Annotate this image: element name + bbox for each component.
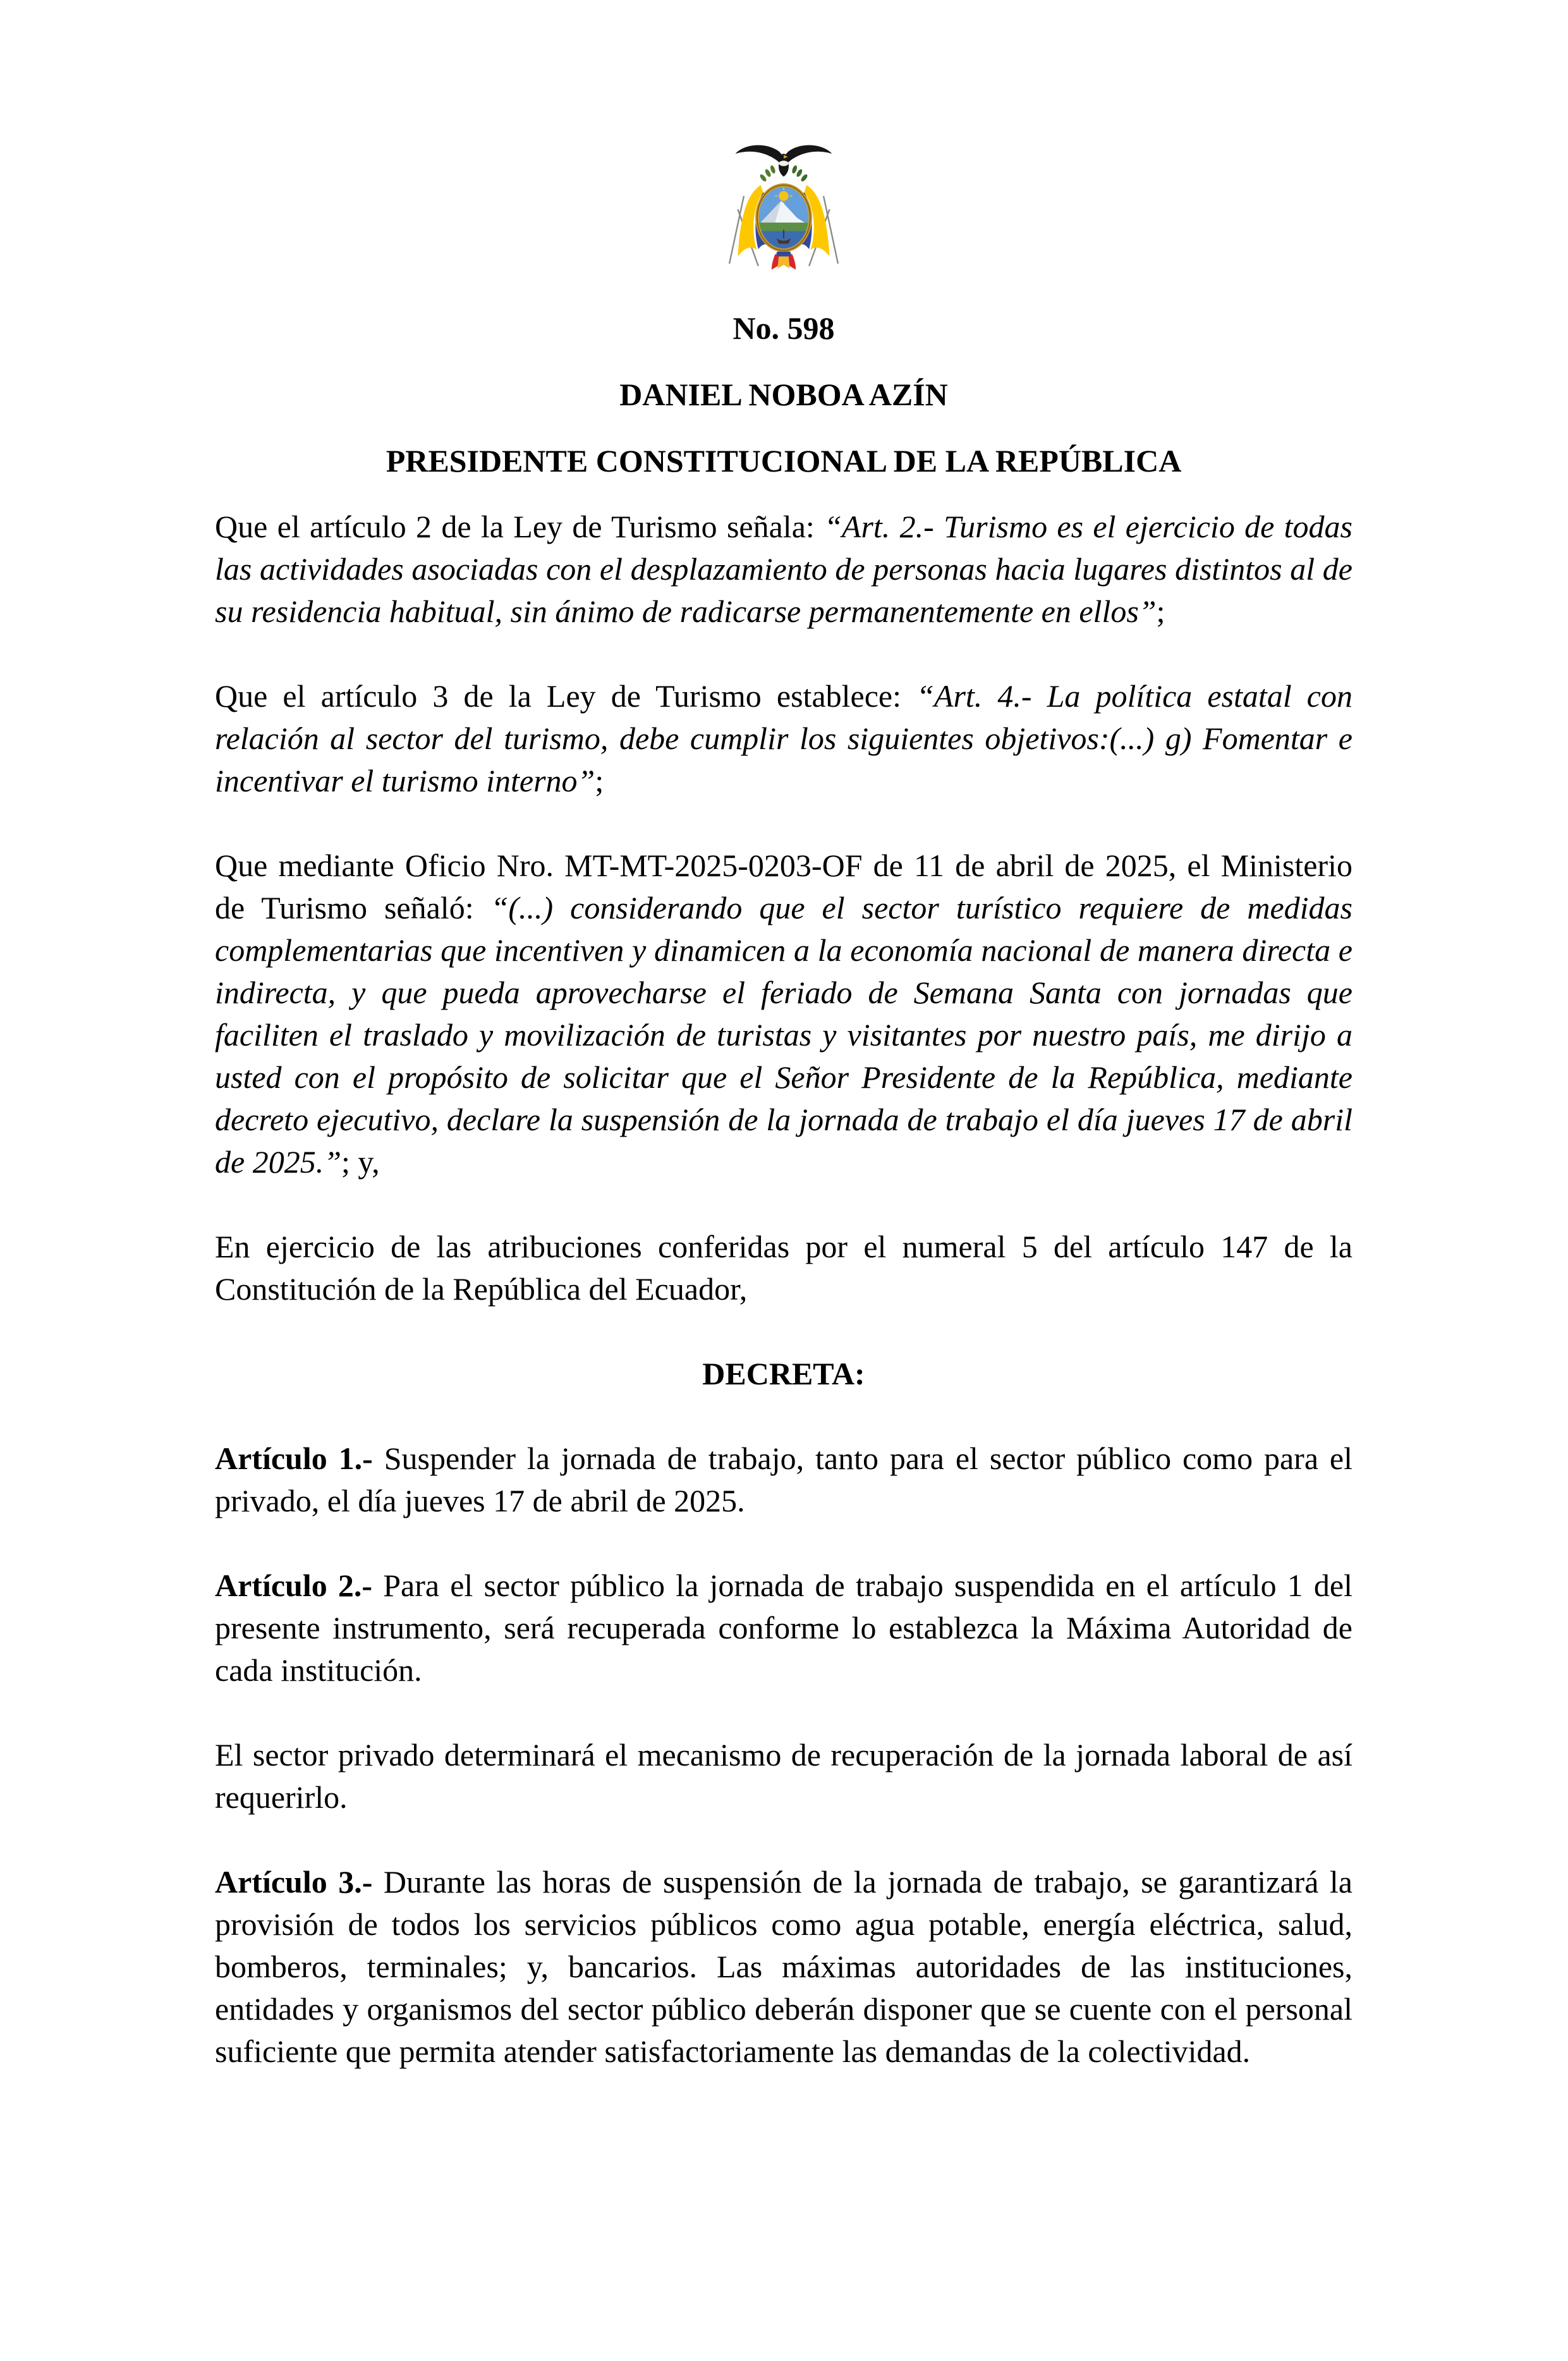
decree-document xyxy=(0,143,1568,2073)
ecuador-coat-of-arms-icon xyxy=(723,143,844,278)
recital-quote: “(...) considerando que el sector turístico requiere de medidas complementarias que incentiven y dinamicen a la economía nacional de manera directa e indirecta, y que pueda aprovecharse el feriado de Semana Santa con jornadas que faciliten el traslado y movilización de turistas y visitantes por nuestro país, me dirijo a usted con el propósito de solicitar que el Señor Presidente de la República, mediante decreto ejecutivo, declare la suspensión de la jornada de trabajo el día jueves 17 de abril de 2025.” xyxy=(215,890,1352,1180)
article-2-private-sector-paragraph: El sector privado determinará el mecanismo de recuperación de la jornada laboral de así requerirlo. xyxy=(215,1737,1352,1815)
article-1-label: Artículo 1.- xyxy=(215,1441,373,1476)
article-1 xyxy=(215,1437,1352,1522)
recital-text: ; xyxy=(1156,594,1165,629)
article-3-text: Durante las horas de suspensión de la jornada de trabajo, se garantizará la provisión de todos los servicios públicos como agua potable, energía eléctrica, salud, bomberos, terminales; y, bancarios. Las máximas autoridades de las instituciones, entidades y organismos del sector público deberán disponer que se cuente con el personal suficiente que permita atender satisfactoriamente las demandas de la colectividad. xyxy=(215,1864,1352,2069)
recital-tourism-law-art2 xyxy=(215,506,1352,633)
recital-ministry-oficio xyxy=(215,845,1352,1183)
enacting-formula: En ejercicio de las atribuciones conferidas por el numeral 5 del artículo 147 de la Constitución de la República del Ecuador, xyxy=(215,1229,1352,1307)
recital-quote: “Art. 4.- La política estatal con relación al sector del turismo, debe cumplir los siguientes objetivos:(...) g) Fomentar e incentivar el turismo interno” xyxy=(215,678,1352,798)
recital-text: Que el artículo 3 de la Ley de Turismo establece: xyxy=(215,678,917,714)
article-3 xyxy=(215,1861,1352,2073)
decree-number: No. 598 xyxy=(732,310,835,346)
article-2-label: Artículo 2.- xyxy=(215,1568,373,1603)
recital-text: Que el artículo 2 de la Ley de Turismo señala: xyxy=(215,509,825,544)
recital-text: Que mediante Oficio Nro. MT-MT-2025-0203-OF de 11 de abril de 2025, el Ministerio de Turismo señaló: xyxy=(215,848,1352,925)
president-title: PRESIDENTE CONSTITUCIONAL DE LA REPÚBLICA xyxy=(386,443,1182,479)
recital-text: ; xyxy=(595,763,604,798)
article-1-text: Suspender la jornada de trabajo, tanto para el sector público como para el privado, el día jueves 17 de abril de 2025. xyxy=(215,1441,1353,1518)
article-2-text: Para el sector público la jornada de trabajo suspendida en el artículo 1 del presente instrumento, será recuperada conforme lo establezca la Máxima Autoridad de cada institución. xyxy=(215,1568,1352,1688)
article-3-label: Artículo 3.- xyxy=(215,1864,373,1900)
emblem xyxy=(723,143,844,278)
decreta-heading: DECRETA: xyxy=(702,1356,865,1391)
president-name: DANIEL NOBOA AZÍN xyxy=(619,377,948,412)
article-2 xyxy=(215,1565,1352,1692)
recital-quote: “Art. 2.- Turismo es el ejercicio de todas las actividades asociadas con el desplazamiento de personas hacia lugares distintos al de su residencia habitual, sin ánimo de radicarse permanentemente en ellos” xyxy=(215,509,1352,629)
recital-tourism-law-art3 xyxy=(215,675,1352,802)
recital-text: ; y, xyxy=(341,1144,380,1180)
